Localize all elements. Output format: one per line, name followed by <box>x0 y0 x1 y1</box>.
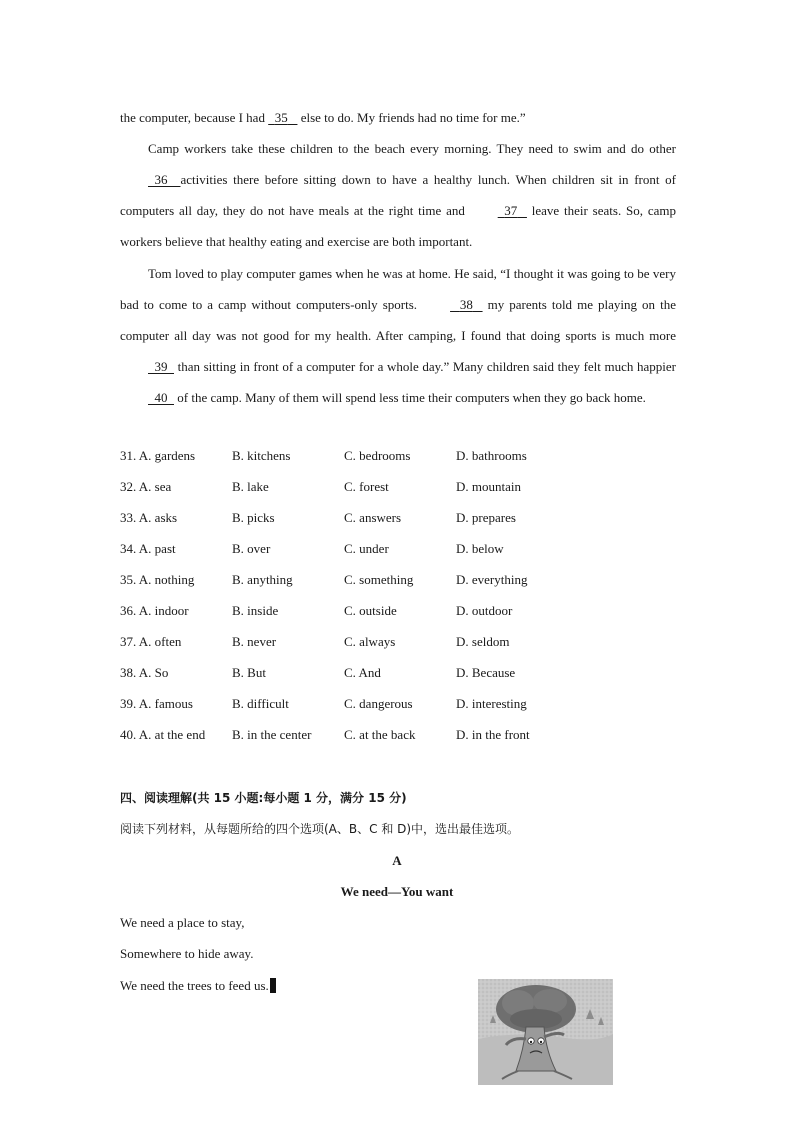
option-a: 33. A. asks <box>120 510 178 525</box>
option-b: B. But <box>232 665 266 680</box>
passage-text: Tom loved to play computer games when he was at home. He said, “I thought it was going to be very bad to come to a camp without computers-only sports. <box>120 266 676 312</box>
option-c: C. always <box>344 634 396 649</box>
option-d: D. interesting <box>456 696 527 711</box>
blank-40: 40 <box>154 390 168 405</box>
option-a: 36. A. indoor <box>120 603 189 618</box>
passage-text: activities there before sitting down to have a healthy lunch. When children sit in front of computers all day, they do not have meals at the right time and <box>120 172 676 218</box>
option-a: 31. A. gardens <box>120 448 196 463</box>
passage-title: We need—You want <box>340 884 454 899</box>
option-c: C. at the back <box>344 727 416 742</box>
option-a: 35. A. nothing <box>120 572 195 587</box>
option-c: C. forest <box>344 479 389 494</box>
option-b: B. anything <box>232 572 293 587</box>
blank-35: 35 <box>274 110 288 125</box>
passage-paragraph-2 <box>120 133 676 257</box>
option-d: D. mountain <box>456 479 521 494</box>
poem-line-1: We need a place to stay, <box>120 915 245 930</box>
passage-text: leave their seats. So, camp workers believe that healthy eating and exercise are both important. <box>120 203 676 249</box>
passage-text: else to do. My friends had no time for me.” <box>297 110 526 125</box>
passage-text: my parents told me playing on the computer all day was not good for my health. After camping, I found that doing sports is much more <box>120 297 676 343</box>
option-d: D. seldom <box>456 634 510 649</box>
option-d: D. outdoor <box>456 603 513 618</box>
poem-line-3: We need the trees to feed us. <box>120 976 276 996</box>
passage-text: of the camp. Many of them will spend less time their computers when they go back home. <box>174 390 646 405</box>
passage-paragraph-3 <box>120 258 676 413</box>
option-b: B. picks <box>232 510 275 525</box>
option-d: D. below <box>456 541 504 556</box>
option-c: C. answers <box>344 510 402 525</box>
text-cursor <box>270 978 276 993</box>
passage-text: Camp workers take these children to the beach every morning. They need to swim and do other <box>148 141 676 156</box>
option-c: C. bedrooms <box>344 448 411 463</box>
passage-text: than sitting in front of a computer for a whole day.” Many children said they felt much happier <box>174 359 676 374</box>
option-d: D. Because <box>456 665 516 680</box>
section-instruction: 阅读下列材料，从每题所给的四个选项(A、B、C 和 D)中，选出最佳选项。 <box>120 822 520 836</box>
passage-label: A <box>392 853 402 868</box>
blank-37: 37 <box>504 203 518 218</box>
option-b: B. inside <box>232 603 279 618</box>
tree-cartoon-icon <box>478 979 613 1085</box>
blank-36: 36 <box>154 172 168 187</box>
passage-paragraph-1 <box>120 102 676 133</box>
option-c: C. outside <box>344 603 397 618</box>
poem-line-2: Somewhere to hide away. <box>120 946 254 961</box>
option-b: B. in the center <box>232 727 312 742</box>
option-d: D. everything <box>456 572 528 587</box>
option-d: D. in the front <box>456 727 530 742</box>
option-b: B. kitchens <box>232 448 291 463</box>
option-a: 39. A. famous <box>120 696 193 711</box>
option-b: B. over <box>232 541 271 556</box>
option-a: 32. A. sea <box>120 479 172 494</box>
option-b: B. lake <box>232 479 269 494</box>
option-b: B. never <box>232 634 277 649</box>
option-c: C. And <box>344 665 381 680</box>
option-a: 40. A. at the end <box>120 727 206 742</box>
section-heading: 四、阅读理解(共 15 小题:每小题 1 分，满分 15 分) <box>120 791 407 805</box>
option-a: 37. A. often <box>120 634 182 649</box>
passage-text: the computer, because I had <box>120 110 269 125</box>
option-c: C. under <box>344 541 389 556</box>
option-c: C. dangerous <box>344 696 413 711</box>
blank-38: 38 <box>459 297 473 312</box>
option-a: 34. A. past <box>120 541 176 556</box>
option-b: B. difficult <box>232 696 289 711</box>
option-a: 38. A. So <box>120 665 169 680</box>
option-d: D. bathrooms <box>456 448 527 463</box>
blank-39: 39 <box>154 359 168 374</box>
option-d: D. prepares <box>456 510 516 525</box>
option-c: C. something <box>344 572 414 587</box>
